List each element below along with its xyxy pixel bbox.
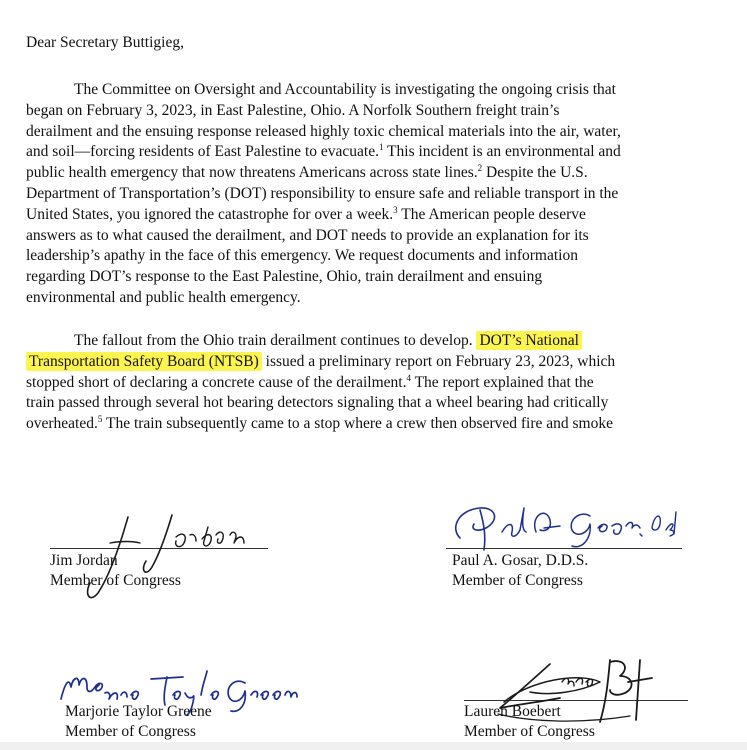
bottom-edge — [0, 742, 747, 750]
footnote-ref: 1 — [378, 142, 384, 153]
text-line: Transportation Safety Board (NTSB) issued a preliminary report on February 23, 2023, which — [26, 352, 726, 373]
text-line: derailment and the ensuing response released highly toxic chemical materials into the air, water, — [26, 122, 621, 140]
text-line: public health emergency that now threatens Americans across state lines.$^2$ Despite the U.S. — [26, 163, 588, 182]
signatory-title: Member of Congress — [452, 572, 583, 589]
signatory-name: Jim Jordan — [50, 552, 118, 569]
signatory-title: Member of Congress — [65, 723, 196, 740]
paragraph-investigation — [26, 80, 726, 309]
signatory-jim-jordan — [50, 551, 181, 591]
text-line: The fallout from the Ohio train derailment continues to develop. DOT’s National — [26, 331, 726, 352]
signatory-marjorie-taylor-greene — [65, 702, 212, 742]
text-line: stopped short of declaring a concrete cause of the derailment.$^4$ The report explained that the — [26, 372, 594, 391]
text-line: The Committee on Oversight and Accountability is investigating the ongoing crisis that — [74, 81, 616, 98]
signatory-title: Member of Congress — [464, 723, 595, 740]
text-line: answers as to what caused the derailment, and DOT needs to provide an explanation for its — [26, 226, 589, 244]
highlighted-text: Transportation Safety Board (NTSB) — [26, 352, 262, 371]
signatory-paul-gosar — [452, 551, 588, 591]
text-line: Department of Transportation’s (DOT) responsibility to ensure safe and reliable transport in the — [26, 184, 619, 202]
signatory-title: Member of Congress — [50, 572, 181, 589]
highlighted-text: DOT’s National — [476, 331, 581, 350]
signatory-name: Paul A. Gosar, D.D.S. — [452, 552, 589, 569]
text-line: and soil—forcing residents of East Palestine to evacuate.$^1$ This incident is an environmental and — [26, 142, 621, 161]
text-line: environmental and public health emergency. — [26, 288, 301, 306]
footnote-ref: 3 — [393, 204, 398, 215]
text-line: overheated.$^5$ The train subsequently came to a stop where a crew then observed fire and smoke — [26, 414, 613, 433]
footnote-ref: 4 — [406, 372, 411, 383]
text-line: began on February 3, 2023, in East Palestine, Ohio. A Norfolk Southern freight train’s — [26, 101, 560, 119]
salutation: Dear Secretary Buttigieg, — [26, 34, 184, 51]
text-line: leadership’s apathy in the face of this emergency. We request documents and information — [26, 247, 578, 265]
signatory-name: Marjorie Taylor Greene — [65, 703, 212, 720]
footnote-ref: 5 — [97, 414, 103, 425]
paragraph-ntsb — [26, 331, 726, 435]
text-line: train passed through several hot bearing detectors signaling that a wheel bearing had critically — [26, 394, 609, 412]
text-line: United States, you ignored the catastrophe for over a week.$^3$ The American people deserve — [26, 204, 586, 223]
signature-paul-gosar — [440, 498, 685, 558]
signatory-name: Lauren Boebert — [464, 703, 561, 720]
signatory-lauren-boebert — [464, 702, 595, 742]
footnote-ref: 2 — [477, 163, 483, 174]
text-line: regarding DOT’s response to the East Palestine, Ohio, train derailment and ensuing — [26, 268, 543, 286]
